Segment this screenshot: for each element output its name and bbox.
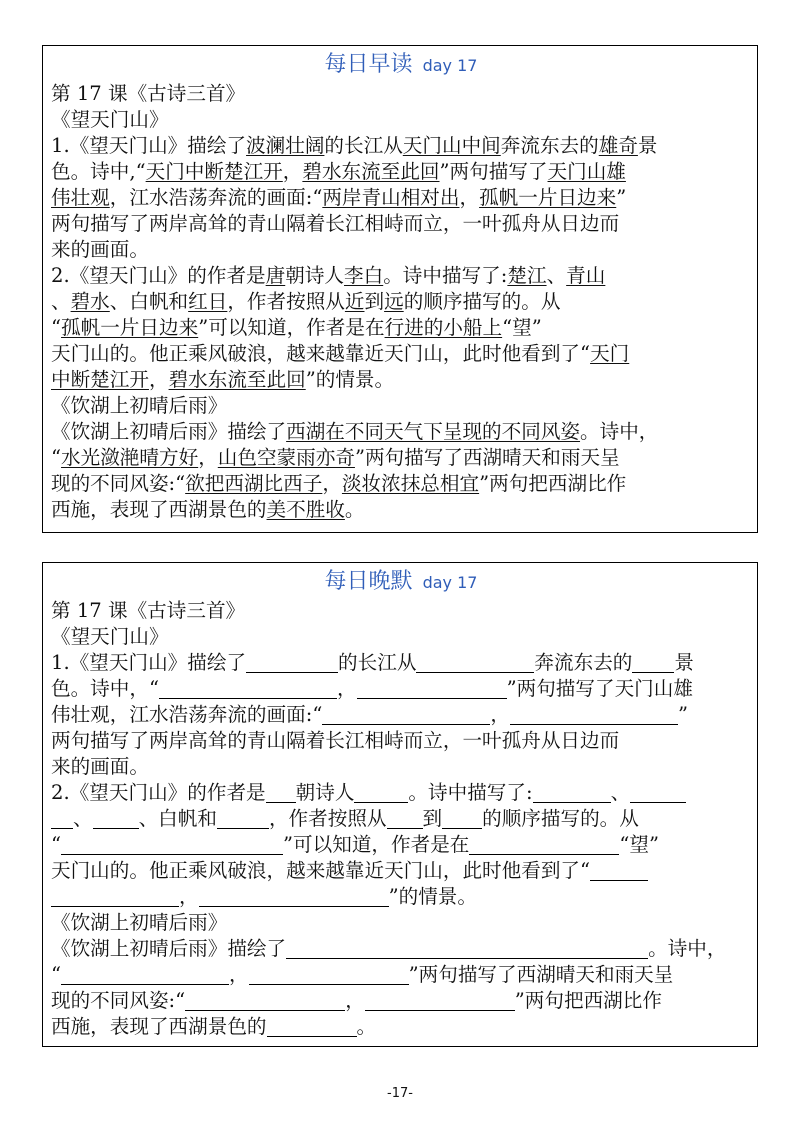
evening-line: 现的不同风姿:“ ， ”两句把西湖比作 bbox=[51, 989, 662, 1012]
fill-blank[interactable] bbox=[159, 678, 337, 699]
evening-title bbox=[51, 567, 751, 598]
fill-blank[interactable] bbox=[61, 964, 229, 985]
fill-blank[interactable] bbox=[249, 964, 409, 985]
morning-line: “孤帆一片日边来”可以知道，作者是在行进的小船上“望” bbox=[51, 316, 542, 339]
morning-lesson-title: 第 17 课《古诗三首》 bbox=[51, 82, 246, 105]
morning-line: 伟壮观，江水浩荡奔流的画面:“两岸青山相对出，孤帆一片日边来” bbox=[51, 186, 627, 209]
fill-blank[interactable] bbox=[357, 678, 507, 699]
fill-blank[interactable] bbox=[246, 652, 338, 673]
evening-line: “ ， ”两句描写了西湖晴天和雨天呈 bbox=[51, 963, 674, 986]
fill-blank[interactable] bbox=[630, 782, 686, 803]
evening-line: ， ”的情景。 bbox=[51, 884, 751, 910]
evening-line: 伟壮观，江水浩荡奔流的画面:“ ， ” bbox=[51, 703, 688, 726]
fill-blank[interactable] bbox=[322, 704, 490, 725]
evening-line: 1.《望天门山》描绘了 的长江从 奔流东去的 景 bbox=[51, 651, 694, 674]
evening-line: 西施，表现了西湖景色的 。 bbox=[51, 1015, 377, 1038]
evening-lesson-title: 第 17 课《古诗三首》 bbox=[51, 599, 246, 622]
fill-blank[interactable] bbox=[93, 808, 139, 829]
evening-line: 天门山的。他正乘风破浪，越来越靠近天门山，此时他看到了“ bbox=[51, 858, 751, 884]
morning-line: 《饮湖上初晴后雨》描绘了西湖在不同天气下呈现的不同风姿。诗中， bbox=[51, 420, 659, 443]
fill-blank[interactable] bbox=[286, 938, 648, 959]
morning-line: 、碧水、白帆和红日，作者按照从近到远的顺序描写的。从 bbox=[51, 290, 561, 313]
evening-line: 、 、白帆和 ，作者按照从 到 的顺序描写的。从 bbox=[51, 806, 751, 832]
morning-reading-box bbox=[42, 45, 758, 533]
fill-blank[interactable] bbox=[590, 860, 648, 881]
page-number: -17- bbox=[387, 1086, 413, 1101]
evening-line: 《饮湖上初晴后雨》描绘了 。诗中， bbox=[51, 937, 727, 960]
morning-poem2-title: 《饮湖上初晴后雨》 bbox=[51, 394, 228, 417]
fill-blank[interactable] bbox=[533, 782, 611, 803]
morning-poem1-title: 《望天门山》 bbox=[51, 108, 169, 131]
fill-blank[interactable] bbox=[416, 652, 534, 673]
fill-blank[interactable] bbox=[266, 782, 296, 803]
fill-blank[interactable] bbox=[365, 990, 515, 1011]
fill-blank[interactable] bbox=[51, 886, 179, 907]
evening-poem2-title: 《饮湖上初晴后雨》 bbox=[51, 911, 228, 934]
morning-day-label: day 17 bbox=[422, 56, 478, 75]
fill-blank[interactable] bbox=[267, 1016, 357, 1037]
evening-dictation-box bbox=[42, 562, 758, 1047]
fill-blank[interactable] bbox=[632, 652, 674, 673]
fill-blank[interactable] bbox=[51, 808, 73, 829]
fill-blank[interactable] bbox=[61, 834, 283, 855]
evening-line: 色。诗中，“ ， ”两句描写了天门山雄 bbox=[51, 677, 693, 700]
evening-day-label: day 17 bbox=[422, 573, 478, 592]
morning-line: 现的不同风姿:“欲把西湖比西子，淡妆浓抹总相宜”两句把西湖比作 bbox=[51, 472, 627, 495]
evening-line: 来的画面。 bbox=[51, 755, 149, 778]
fill-blank[interactable] bbox=[185, 990, 345, 1011]
morning-line: 1.《望天门山》描绘了波澜壮阔的长江从天门山中间奔流东去的雄奇景 bbox=[51, 134, 658, 157]
morning-line: 两句描写了两岸高耸的青山隔着长江相峙而立，一叶孤舟从日边而 bbox=[51, 212, 620, 235]
morning-line: 西施，表现了西湖景色的美不胜收。 bbox=[51, 498, 365, 521]
fill-blank[interactable] bbox=[217, 808, 269, 829]
fill-blank[interactable] bbox=[199, 886, 389, 907]
fill-blank[interactable] bbox=[510, 704, 678, 725]
fill-blank[interactable] bbox=[442, 808, 482, 829]
evening-line: “ ”可以知道，作者是在 “望” bbox=[51, 833, 660, 856]
fill-blank[interactable] bbox=[469, 834, 619, 855]
morning-line: 中断楚江开，碧水东流至此回”的情景。 bbox=[51, 368, 395, 391]
fill-blank[interactable] bbox=[354, 782, 408, 803]
morning-title-text: 每日早读 bbox=[324, 52, 413, 77]
morning-line: 色。诗中,“天门中断楚江开，碧水东流至此回”两句描写了天门山雄 bbox=[51, 160, 626, 183]
morning-line: “水光潋滟晴方好，山色空蒙雨亦奇”两句描写了西湖晴天和雨天呈 bbox=[51, 446, 620, 469]
morning-title bbox=[51, 50, 751, 81]
evening-line: 2.《望天门山》的作者是 朝诗人 。诗中描写了: 、 bbox=[51, 780, 751, 806]
evening-poem1-title: 《望天门山》 bbox=[51, 625, 169, 648]
morning-line: 2.《望天门山》的作者是唐朝诗人李白。诗中描写了:楚江、青山 bbox=[51, 264, 606, 287]
morning-line: 来的画面。 bbox=[51, 238, 149, 261]
fill-blank[interactable] bbox=[387, 808, 423, 829]
morning-line: 天门山的。他正乘风破浪，越来越靠近天门山，此时他看到了“天门 bbox=[51, 342, 630, 365]
evening-title-text: 每日晚默 bbox=[324, 569, 413, 594]
evening-line: 两句描写了两岸高耸的青山隔着长江相峙而立，一叶孤舟从日边而 bbox=[51, 729, 620, 752]
